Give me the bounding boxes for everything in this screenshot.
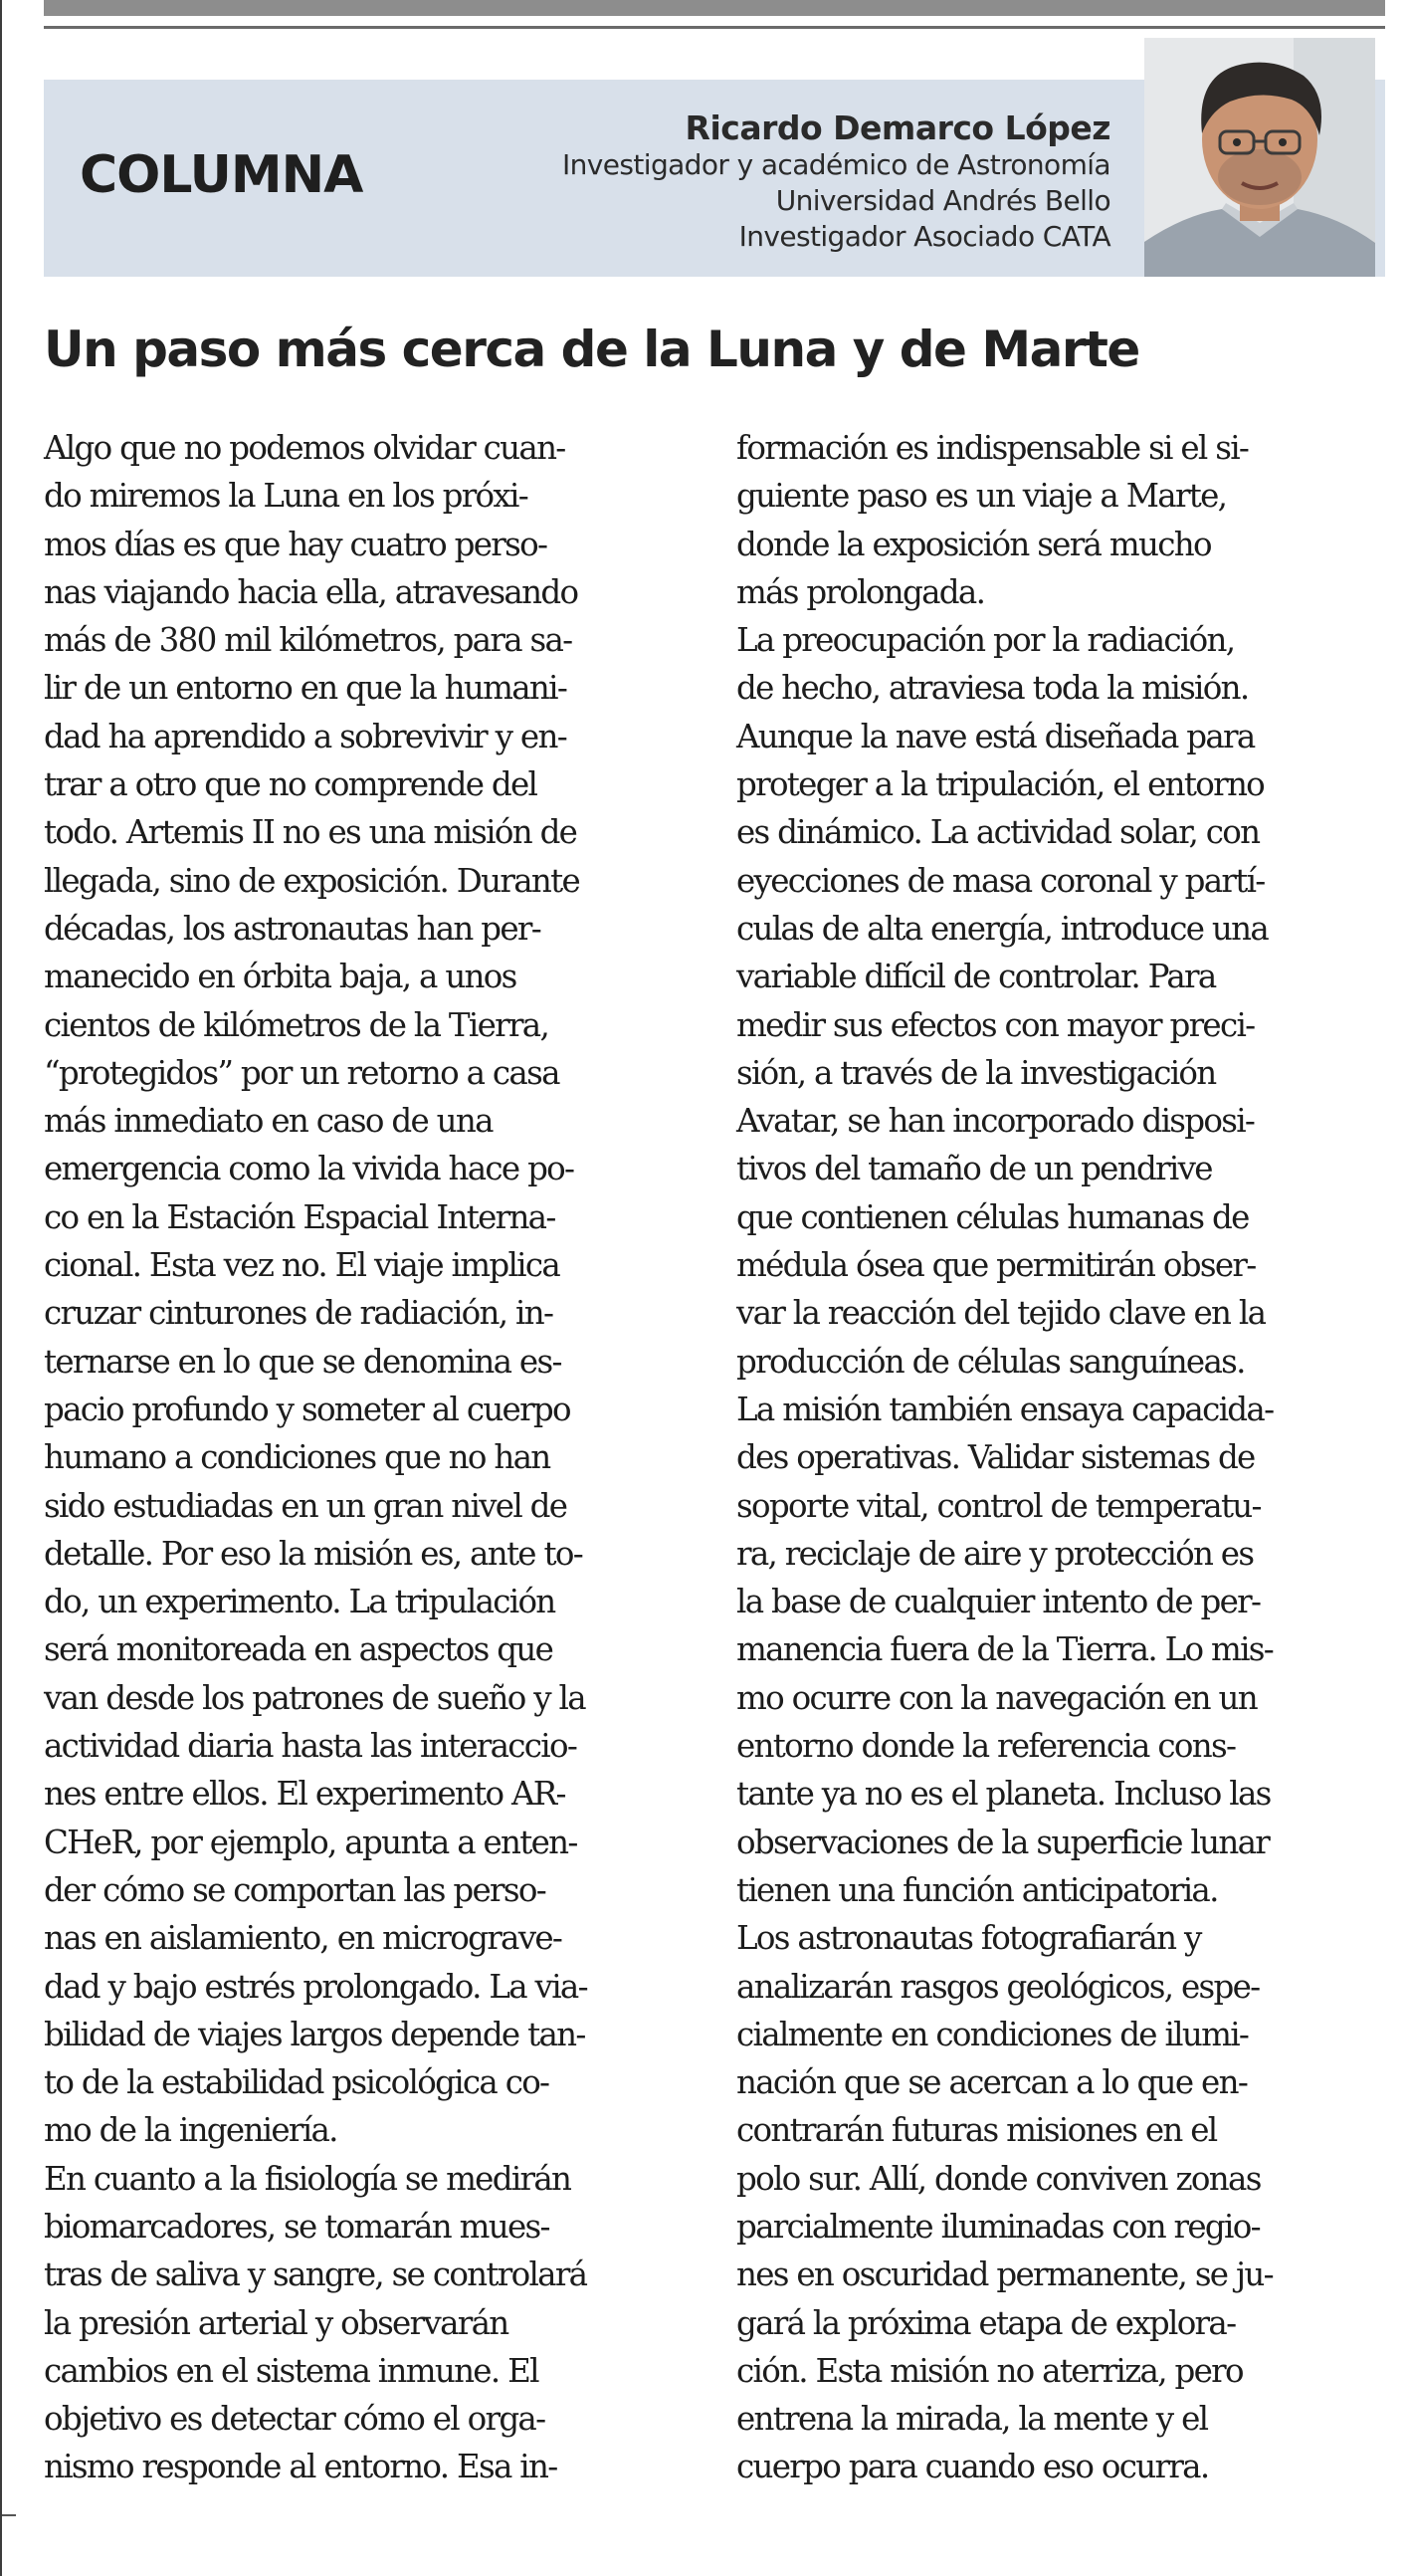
article-text-line: emergencia como la vivida hace po- — [44, 1150, 574, 1188]
article-text-line: var la reacción del tejido clave en la — [736, 1294, 1266, 1333]
article-text-line: es dinámico. La actividad solar, con — [736, 813, 1260, 852]
footer-tick — [2, 2514, 16, 2516]
article-text-line: cional. Esta vez no. El viaje implica — [44, 1246, 560, 1285]
author-name: Ricardo Demarco López — [685, 108, 1110, 147]
article-text-line: ción. Esta misión no aterriza, pero — [736, 2351, 1243, 2390]
article-text-line: biomarcadores, se tomarán mues- — [44, 2207, 549, 2246]
article-text-line: van desde los patrones de sueño y la — [44, 1678, 585, 1717]
top-banner-bar — [44, 0, 1385, 16]
article-text-line: observaciones de la superficie lunar — [736, 1823, 1270, 1861]
article-text-line: cuerpo para cuando eso ocurra. — [736, 2448, 1209, 2486]
article-text-line: do, un experimento. La tripulación — [44, 1583, 555, 1621]
article-text-line: dad ha aprendido a sobrevivir y en- — [44, 717, 566, 755]
article-text-line: culas de alta energía, introduce una — [736, 909, 1269, 948]
article-text-line: cialmente en condiciones de ilumi- — [736, 2015, 1249, 2053]
article-text-line: nes entre ellos. El experimento AR- — [44, 1775, 565, 1814]
article-text-line: tienen una función anticipatoria. — [736, 1870, 1218, 1909]
article-text-line: cruzar cinturones de radiación, in- — [44, 1294, 553, 1333]
article-text-line: trar a otro que no comprende del — [44, 765, 537, 804]
article-text-line: décadas, los astronautas han per- — [44, 909, 541, 948]
article-text-line: lir de un entorno en que la humani- — [44, 669, 567, 708]
author-role-1: Investigador y académico de Astronomía — [562, 148, 1110, 181]
article-text-line: que contienen células humanas de — [736, 1197, 1249, 1236]
article-text-line: eyecciones de masa coronal y partí- — [736, 861, 1265, 900]
article-text-line: der cómo se comportan las perso- — [44, 1870, 546, 1909]
author-portrait — [1144, 38, 1375, 277]
article-text-line: CHeR, por ejemplo, apunta a enten- — [44, 1823, 577, 1861]
article-text-line: entorno donde la referencia cons- — [736, 1727, 1236, 1766]
author-portrait-illustration — [1144, 38, 1375, 277]
article-text-line: Aunque la nave está diseñada para — [736, 717, 1255, 755]
author-role-3: Investigador Asociado CATA — [738, 220, 1110, 253]
article-text-line: ternarse en lo que se denomina es- — [44, 1342, 561, 1381]
article-text-line: En cuanto a la fisiología se medirán — [44, 2159, 571, 2198]
article-text-line: medir sus efectos con mayor preci- — [736, 1005, 1255, 1044]
article-text-line: la presión arterial y observarán — [44, 2303, 508, 2342]
article-text-line: co en la Estación Espacial Interna- — [44, 1197, 555, 1236]
article-text-line: nas en aislamiento, en micrograve- — [44, 1919, 562, 1958]
article-text-line: soporte vital, control de temperatu- — [736, 1486, 1261, 1525]
article-text-line: ra, reciclaje de aire y protección es — [736, 1534, 1254, 1573]
article-text-line: “protegidos” por un retorno a casa — [44, 1053, 559, 1092]
article-text-line: más prolongada. — [736, 572, 985, 611]
article-text-line: tante ya no es el planeta. Incluso las — [736, 1775, 1271, 1814]
section-label: COLUMNA — [80, 145, 363, 205]
article-text-line: cambios en el sistema inmune. El — [44, 2351, 538, 2390]
article-column-left — [44, 424, 701, 2491]
article-text-line: nismo responde al entorno. Esa in- — [44, 2448, 557, 2486]
article-text-line: pacio profundo y someter al cuerpo — [44, 1390, 570, 1428]
article-text-line: proteger a la tripulación, el entorno — [736, 765, 1265, 804]
article-text-line: llegada, sino de exposición. Durante — [44, 861, 580, 900]
article-text-line: mo ocurre con la navegación en un — [736, 1678, 1257, 1717]
article-text-line: cientos de kilómetros de la Tierra, — [44, 1005, 549, 1044]
article-text-line: más de 380 mil kilómetros, para sa- — [44, 621, 572, 660]
author-byline — [562, 109, 1110, 255]
article-text-line: manencia fuera de la Tierra. Lo mis- — [736, 1630, 1274, 1669]
top-divider — [44, 26, 1385, 29]
article-text-line: analizarán rasgos geológicos, espe- — [736, 1967, 1260, 2006]
article-text-line: gará la próxima etapa de explora- — [736, 2303, 1236, 2342]
article-text-line: tivos del tamaño de un pendrive — [736, 1150, 1212, 1188]
article-text-line: polo sur. Allí, donde conviven zonas — [736, 2159, 1261, 2198]
article-text-line: dad y bajo estrés prolongado. La via- — [44, 1967, 587, 2006]
article-text-line: objetivo es detectar cómo el orga- — [44, 2400, 545, 2439]
article-text-line: manecido en órbita baja, a unos — [44, 958, 516, 996]
article-text-line: La misión también ensaya capacida- — [736, 1390, 1274, 1428]
article-text-line: nas viajando hacia ella, atravesando — [44, 572, 578, 611]
article-text-line: sión, a través de la investigación — [736, 1053, 1216, 1092]
author-role-2: Universidad Andrés Bello — [775, 184, 1110, 217]
article-text-line: bilidad de viajes largos depende tan- — [44, 2015, 585, 2053]
article-text-line: humano a condiciones que no han — [44, 1438, 550, 1477]
article-text-line: parcialmente iluminadas con regio- — [736, 2207, 1260, 2246]
article-text-line: nes en oscuridad permanente, se ju- — [736, 2255, 1273, 2294]
article-text-line: médula ósea que permitirán obser- — [736, 1246, 1256, 1285]
article-text-line: donde la exposición será mucho — [736, 525, 1211, 563]
article-text-line: la base de cualquier intento de per- — [736, 1583, 1261, 1621]
article-headline: Un paso más cerca de la Luna y de Marte — [44, 321, 1139, 378]
article-text-line: nación que se acercan a lo que en- — [736, 2063, 1248, 2102]
article-text-line: formación es indispensable si el si- — [736, 429, 1249, 467]
article-text-line: mos días es que hay cuatro perso- — [44, 525, 547, 563]
article-text-line: mo de la ingeniería. — [44, 2111, 337, 2150]
article-text-line: todo. Artemis II no es una misión de — [44, 813, 577, 852]
article-text-line: Los astronautas fotografiarán y — [736, 1919, 1201, 1958]
article-text-line: más inmediato en caso de una — [44, 1102, 493, 1141]
article-text-line: contrarán futuras misiones en el — [736, 2111, 1217, 2150]
article-text-line: to de la estabilidad psicológica co- — [44, 2063, 549, 2102]
article-text-line: guiente paso es un viaje a Marte, — [736, 477, 1227, 516]
article-text-line: Algo que no podemos olvidar cuan- — [44, 429, 565, 467]
article-text-line: sido estudiadas en un gran nivel de — [44, 1486, 567, 1525]
article-text-line: detalle. Por eso la misión es, ante to- — [44, 1534, 582, 1573]
article-text-line: de hecho, atraviesa toda la misión. — [736, 669, 1249, 708]
article-text-line: Avatar, se han incorporado disposi- — [736, 1102, 1255, 1141]
page-left-rule — [0, 0, 2, 2576]
article-text-line: La preocupación por la radiación, — [736, 621, 1235, 660]
article-text-line: será monitoreada en aspectos que — [44, 1630, 553, 1669]
article-text-line: producción de células sanguíneas. — [736, 1342, 1245, 1381]
article-text-line: actividad diaria hasta las interaccio- — [44, 1727, 577, 1766]
article-text-line: do miremos la Luna en los próxi- — [44, 477, 528, 516]
article-text-line: tras de saliva y sangre, se controlará — [44, 2255, 587, 2294]
article-column-right — [736, 424, 1393, 2491]
article-text-line: entrena la mirada, la mente y el — [736, 2400, 1208, 2439]
article-text-line: des operativas. Validar sistemas de — [736, 1438, 1255, 1477]
article-text-line: variable difícil de controlar. Para — [736, 958, 1216, 996]
